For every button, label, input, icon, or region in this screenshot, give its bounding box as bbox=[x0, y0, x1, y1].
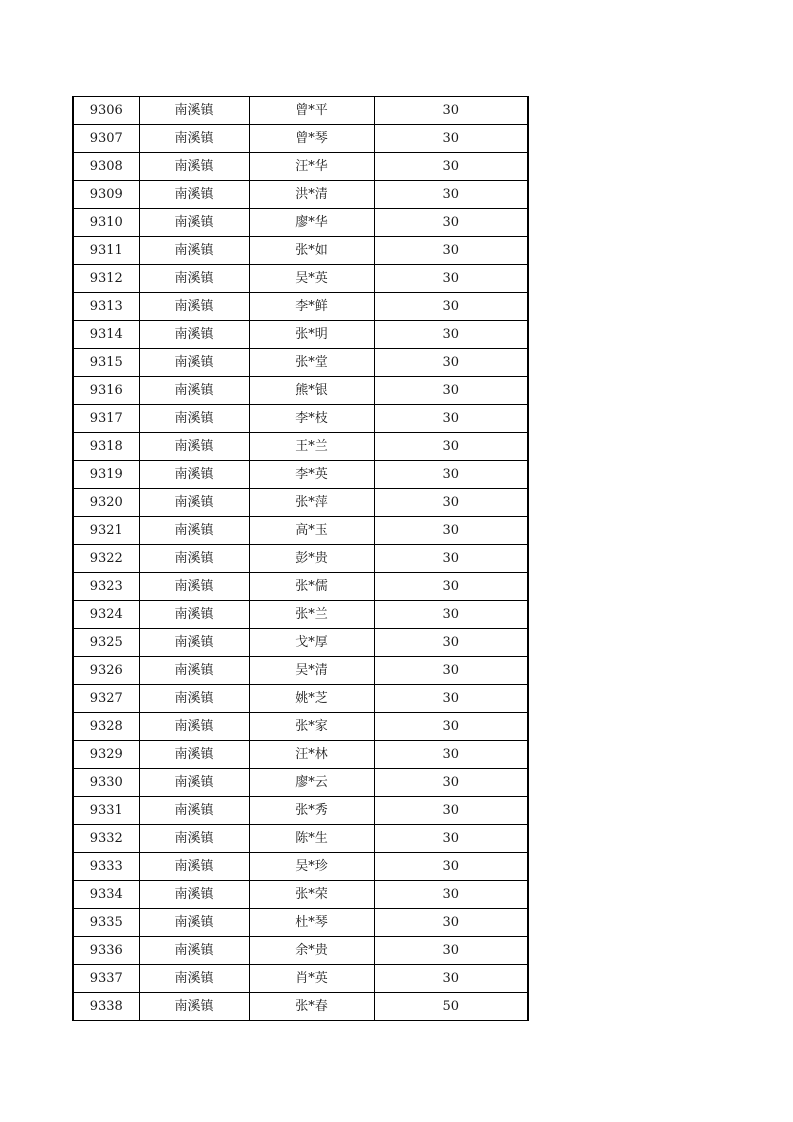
row-amount-cell: 30 bbox=[374, 489, 528, 517]
row-town-cell: 南溪镇 bbox=[139, 433, 249, 461]
row-id-cell: 9319 bbox=[73, 461, 139, 489]
table-row bbox=[73, 461, 528, 489]
row-town-cell: 南溪镇 bbox=[139, 853, 249, 881]
row-name-cell: 高*玉 bbox=[249, 517, 374, 545]
table-row bbox=[73, 489, 528, 517]
row-town-cell: 南溪镇 bbox=[139, 349, 249, 377]
row-name-cell: 洪*清 bbox=[249, 181, 374, 209]
row-amount-cell: 30 bbox=[374, 937, 528, 965]
row-name-cell: 汪*华 bbox=[249, 153, 374, 181]
row-name-cell: 张*秀 bbox=[249, 797, 374, 825]
table-row bbox=[73, 937, 528, 965]
row-amount-cell: 30 bbox=[374, 181, 528, 209]
row-amount-cell: 30 bbox=[374, 209, 528, 237]
row-name-cell: 王*兰 bbox=[249, 433, 374, 461]
row-name-cell: 吴*英 bbox=[249, 265, 374, 293]
row-amount-cell: 30 bbox=[374, 797, 528, 825]
row-town-cell: 南溪镇 bbox=[139, 825, 249, 853]
row-amount-cell: 30 bbox=[374, 265, 528, 293]
row-id-cell: 9334 bbox=[73, 881, 139, 909]
table-row bbox=[73, 657, 528, 685]
row-town-cell: 南溪镇 bbox=[139, 601, 249, 629]
row-town-cell: 南溪镇 bbox=[139, 685, 249, 713]
row-amount-cell: 30 bbox=[374, 909, 528, 937]
row-id-cell: 9336 bbox=[73, 937, 139, 965]
table-row bbox=[73, 377, 528, 405]
table-row bbox=[73, 237, 528, 265]
row-name-cell: 张*家 bbox=[249, 713, 374, 741]
table-row bbox=[73, 825, 528, 853]
row-name-cell: 肖*英 bbox=[249, 965, 374, 993]
row-id-cell: 9335 bbox=[73, 909, 139, 937]
row-town-cell: 南溪镇 bbox=[139, 125, 249, 153]
row-amount-cell: 30 bbox=[374, 685, 528, 713]
row-name-cell: 吴*珍 bbox=[249, 853, 374, 881]
row-id-cell: 9313 bbox=[73, 293, 139, 321]
row-amount-cell: 30 bbox=[374, 853, 528, 881]
row-name-cell: 张*儒 bbox=[249, 573, 374, 601]
table-row bbox=[73, 601, 528, 629]
row-name-cell: 张*萍 bbox=[249, 489, 374, 517]
table-row bbox=[73, 517, 528, 545]
table-row bbox=[73, 881, 528, 909]
row-amount-cell: 30 bbox=[374, 153, 528, 181]
table-row bbox=[73, 97, 528, 125]
row-town-cell: 南溪镇 bbox=[139, 489, 249, 517]
row-name-cell: 廖*云 bbox=[249, 769, 374, 797]
row-amount-cell: 30 bbox=[374, 741, 528, 769]
row-amount-cell: 30 bbox=[374, 825, 528, 853]
row-amount-cell: 30 bbox=[374, 601, 528, 629]
row-id-cell: 9338 bbox=[73, 993, 139, 1021]
row-name-cell: 曾*平 bbox=[249, 97, 374, 125]
row-id-cell: 9306 bbox=[73, 97, 139, 125]
row-name-cell: 吴*清 bbox=[249, 657, 374, 685]
table-row bbox=[73, 265, 528, 293]
row-town-cell: 南溪镇 bbox=[139, 965, 249, 993]
roster-table-body bbox=[73, 97, 528, 1021]
row-id-cell: 9307 bbox=[73, 125, 139, 153]
row-town-cell: 南溪镇 bbox=[139, 97, 249, 125]
table-row bbox=[73, 153, 528, 181]
row-town-cell: 南溪镇 bbox=[139, 909, 249, 937]
table-row bbox=[73, 321, 528, 349]
table-row bbox=[73, 181, 528, 209]
row-town-cell: 南溪镇 bbox=[139, 937, 249, 965]
row-name-cell: 张*春 bbox=[249, 993, 374, 1021]
row-name-cell: 汪*林 bbox=[249, 741, 374, 769]
table-row bbox=[73, 769, 528, 797]
row-amount-cell: 30 bbox=[374, 573, 528, 601]
row-name-cell: 张*如 bbox=[249, 237, 374, 265]
row-id-cell: 9324 bbox=[73, 601, 139, 629]
row-name-cell: 彭*贵 bbox=[249, 545, 374, 573]
row-name-cell: 余*贵 bbox=[249, 937, 374, 965]
row-id-cell: 9331 bbox=[73, 797, 139, 825]
row-amount-cell: 30 bbox=[374, 629, 528, 657]
row-town-cell: 南溪镇 bbox=[139, 993, 249, 1021]
table-row bbox=[73, 713, 528, 741]
row-amount-cell: 30 bbox=[374, 545, 528, 573]
row-id-cell: 9317 bbox=[73, 405, 139, 433]
row-town-cell: 南溪镇 bbox=[139, 405, 249, 433]
row-id-cell: 9322 bbox=[73, 545, 139, 573]
row-amount-cell: 30 bbox=[374, 349, 528, 377]
row-town-cell: 南溪镇 bbox=[139, 321, 249, 349]
row-name-cell: 李*枝 bbox=[249, 405, 374, 433]
row-amount-cell: 30 bbox=[374, 237, 528, 265]
table-row bbox=[73, 685, 528, 713]
row-amount-cell: 50 bbox=[374, 993, 528, 1021]
row-amount-cell: 30 bbox=[374, 293, 528, 321]
row-amount-cell: 30 bbox=[374, 433, 528, 461]
table-row bbox=[73, 965, 528, 993]
row-id-cell: 9326 bbox=[73, 657, 139, 685]
row-amount-cell: 30 bbox=[374, 125, 528, 153]
table-row bbox=[73, 573, 528, 601]
roster-table bbox=[72, 96, 529, 1021]
row-amount-cell: 30 bbox=[374, 377, 528, 405]
table-row bbox=[73, 993, 528, 1021]
table-row bbox=[73, 125, 528, 153]
table-row bbox=[73, 797, 528, 825]
row-name-cell: 杜*琴 bbox=[249, 909, 374, 937]
row-town-cell: 南溪镇 bbox=[139, 769, 249, 797]
row-amount-cell: 30 bbox=[374, 881, 528, 909]
row-id-cell: 9308 bbox=[73, 153, 139, 181]
table-row bbox=[73, 741, 528, 769]
row-name-cell: 张*兰 bbox=[249, 601, 374, 629]
row-town-cell: 南溪镇 bbox=[139, 461, 249, 489]
row-amount-cell: 30 bbox=[374, 97, 528, 125]
row-name-cell: 张*荣 bbox=[249, 881, 374, 909]
row-id-cell: 9332 bbox=[73, 825, 139, 853]
row-name-cell: 戈*厚 bbox=[249, 629, 374, 657]
row-id-cell: 9330 bbox=[73, 769, 139, 797]
row-id-cell: 9316 bbox=[73, 377, 139, 405]
table-row bbox=[73, 209, 528, 237]
row-town-cell: 南溪镇 bbox=[139, 517, 249, 545]
table-row bbox=[73, 433, 528, 461]
row-name-cell: 张*堂 bbox=[249, 349, 374, 377]
table-row bbox=[73, 629, 528, 657]
row-amount-cell: 30 bbox=[374, 517, 528, 545]
row-name-cell: 陈*生 bbox=[249, 825, 374, 853]
row-name-cell: 姚*芝 bbox=[249, 685, 374, 713]
row-town-cell: 南溪镇 bbox=[139, 545, 249, 573]
row-name-cell: 张*明 bbox=[249, 321, 374, 349]
row-town-cell: 南溪镇 bbox=[139, 573, 249, 601]
row-amount-cell: 30 bbox=[374, 713, 528, 741]
row-name-cell: 李*英 bbox=[249, 461, 374, 489]
table-row bbox=[73, 853, 528, 881]
row-id-cell: 9314 bbox=[73, 321, 139, 349]
row-town-cell: 南溪镇 bbox=[139, 881, 249, 909]
row-id-cell: 9327 bbox=[73, 685, 139, 713]
row-id-cell: 9321 bbox=[73, 517, 139, 545]
table-row bbox=[73, 293, 528, 321]
row-id-cell: 9320 bbox=[73, 489, 139, 517]
row-town-cell: 南溪镇 bbox=[139, 377, 249, 405]
row-town-cell: 南溪镇 bbox=[139, 629, 249, 657]
row-id-cell: 9337 bbox=[73, 965, 139, 993]
row-id-cell: 9328 bbox=[73, 713, 139, 741]
table-row bbox=[73, 909, 528, 937]
row-id-cell: 9310 bbox=[73, 209, 139, 237]
row-amount-cell: 30 bbox=[374, 461, 528, 489]
row-town-cell: 南溪镇 bbox=[139, 293, 249, 321]
row-name-cell: 曾*琴 bbox=[249, 125, 374, 153]
row-amount-cell: 30 bbox=[374, 769, 528, 797]
row-town-cell: 南溪镇 bbox=[139, 181, 249, 209]
row-id-cell: 9309 bbox=[73, 181, 139, 209]
row-town-cell: 南溪镇 bbox=[139, 741, 249, 769]
row-town-cell: 南溪镇 bbox=[139, 265, 249, 293]
row-id-cell: 9325 bbox=[73, 629, 139, 657]
row-town-cell: 南溪镇 bbox=[139, 153, 249, 181]
row-id-cell: 9315 bbox=[73, 349, 139, 377]
row-id-cell: 9318 bbox=[73, 433, 139, 461]
row-amount-cell: 30 bbox=[374, 405, 528, 433]
row-town-cell: 南溪镇 bbox=[139, 797, 249, 825]
row-town-cell: 南溪镇 bbox=[139, 657, 249, 685]
row-id-cell: 9329 bbox=[73, 741, 139, 769]
table-row bbox=[73, 349, 528, 377]
table-row bbox=[73, 545, 528, 573]
row-id-cell: 9312 bbox=[73, 265, 139, 293]
row-id-cell: 9333 bbox=[73, 853, 139, 881]
row-town-cell: 南溪镇 bbox=[139, 209, 249, 237]
row-id-cell: 9311 bbox=[73, 237, 139, 265]
table-row bbox=[73, 405, 528, 433]
row-amount-cell: 30 bbox=[374, 321, 528, 349]
row-town-cell: 南溪镇 bbox=[139, 713, 249, 741]
row-id-cell: 9323 bbox=[73, 573, 139, 601]
row-name-cell: 廖*华 bbox=[249, 209, 374, 237]
row-name-cell: 李*鲜 bbox=[249, 293, 374, 321]
row-name-cell: 熊*银 bbox=[249, 377, 374, 405]
row-amount-cell: 30 bbox=[374, 965, 528, 993]
row-amount-cell: 30 bbox=[374, 657, 528, 685]
row-town-cell: 南溪镇 bbox=[139, 237, 249, 265]
